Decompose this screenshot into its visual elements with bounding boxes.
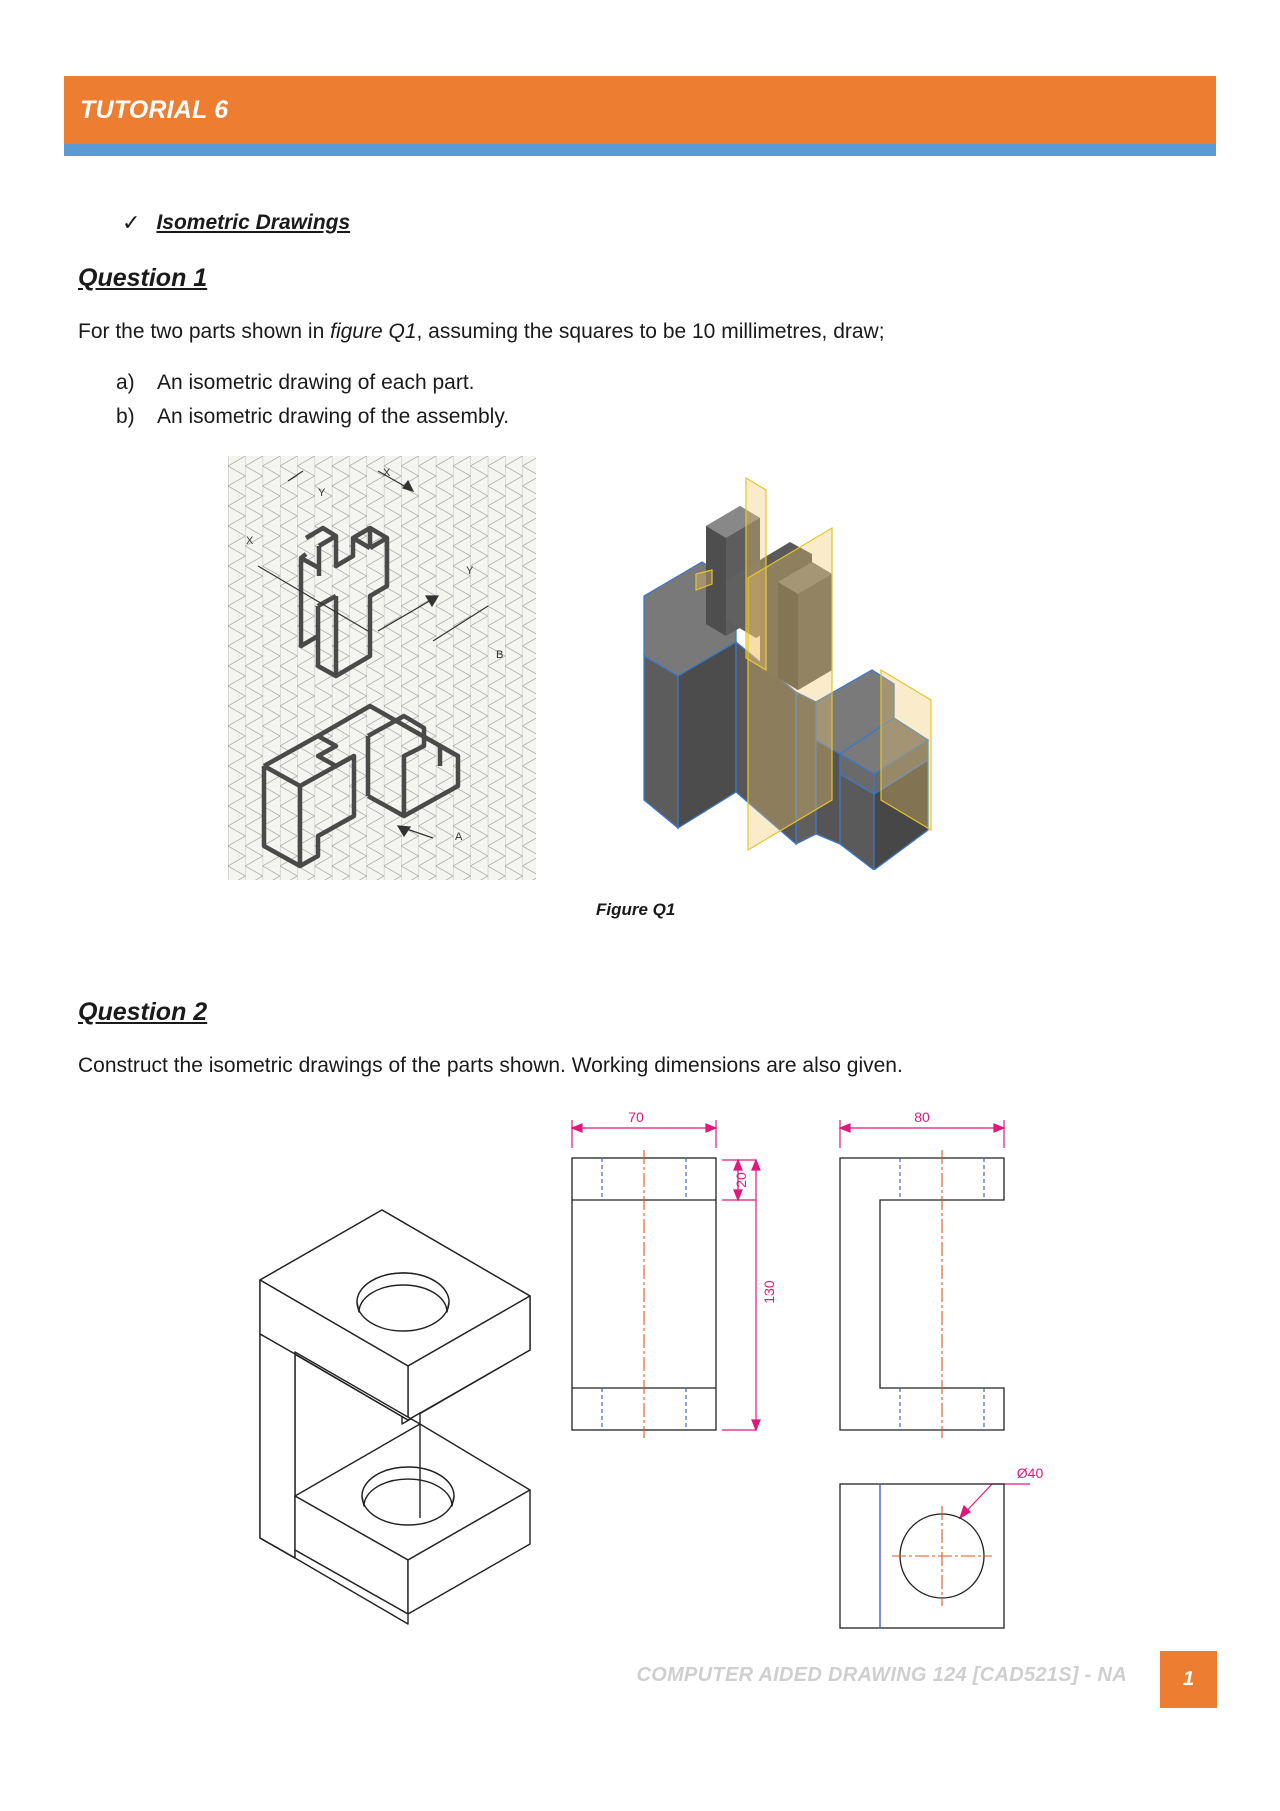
question-2-heading: Question 2 [78,998,208,1026]
grid-label-y: Y [318,487,326,499]
header-banner [64,76,1216,144]
grid-label-b: B [496,649,504,661]
section-title: Isometric Drawings [156,211,351,234]
dimension-hole-diameter: Ø40 [1016,1465,1044,1481]
section-heading [122,210,350,236]
dimension-width-front: 70 [628,1109,644,1125]
list-text: An isometric drawing of each part. [157,371,475,394]
list-item [116,405,509,429]
list-marker: b) [116,405,135,428]
isometric-grid-sketch [228,456,536,880]
grid-label-a: A [455,831,463,843]
figure-caption: Figure Q1 [596,900,676,919]
dimension-width-side: 80 [914,1109,930,1125]
grid-label-x: X [383,467,391,479]
page-number: 1 [1160,1651,1217,1708]
list-text: An isometric drawing of the assembly. [157,405,510,428]
checkmark-icon: ✓ [122,210,141,235]
question-2-intro: Construct the isometric drawings of the parts shown. Working dimensions are also given. [78,1054,903,1077]
dimension-flange-height: 20 [733,1172,749,1188]
question-1-intro: For the two parts shown in figure Q1, assuming the squares to be 10 millimetres, draw; [78,320,885,343]
header-accent-strip [64,144,1216,156]
grid-label-x: X [246,535,254,547]
grid-label-y: Y [466,565,474,577]
list-marker: a) [116,371,135,394]
orthographic-views [560,1100,1080,1660]
list-item [116,371,474,395]
c-bracket-isometric [250,1200,540,1640]
question-1-heading: Question 1 [78,264,208,292]
footer-course-label: COMPUTER AIDED DRAWING 124 [CAD521S] - NA [636,1664,1127,1686]
page-title: TUTORIAL 6 [80,96,229,124]
dimension-total-height: 130 [761,1280,777,1304]
assembly-3d-render [636,470,1031,870]
